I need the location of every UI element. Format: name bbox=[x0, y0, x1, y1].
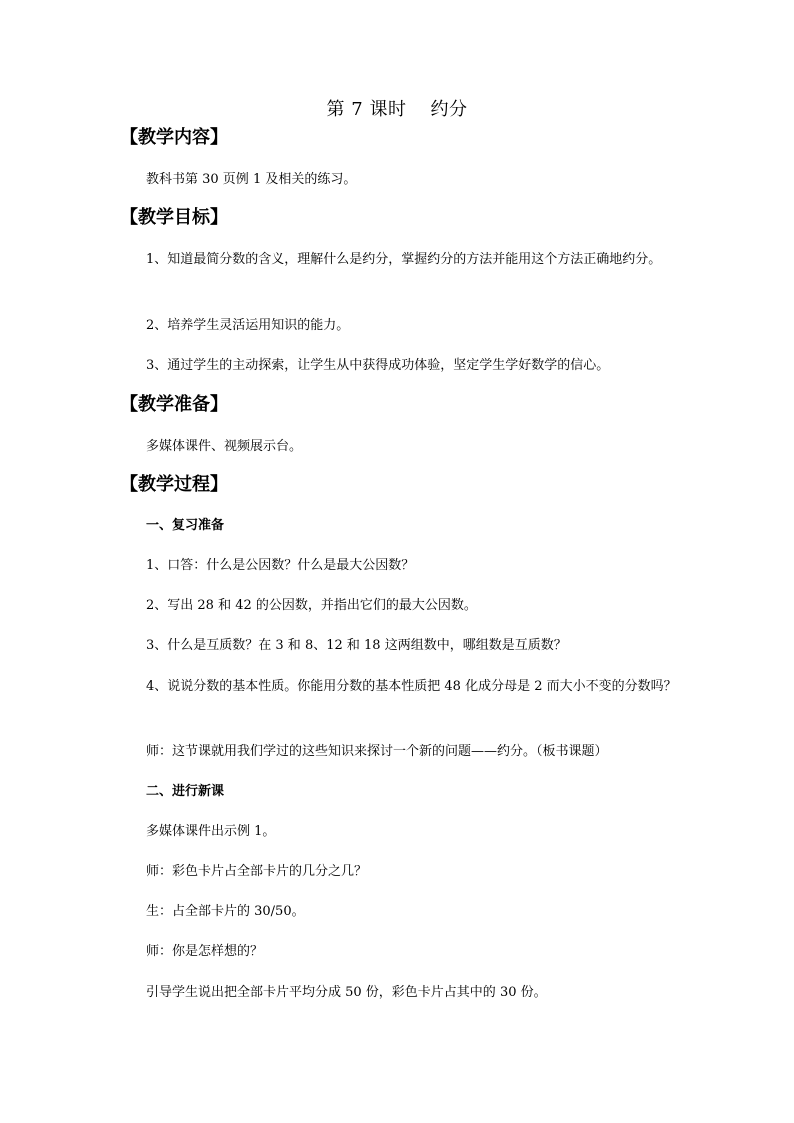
content-text: 教科书第 30 页例 1 及相关的练习。 bbox=[146, 172, 357, 187]
heading-preparation: 【教学准备】 bbox=[120, 394, 228, 415]
review-item-3: 3、什么是互质数？在 3 和 8、12 和 18 这两组数中，哪组数是互质数？ bbox=[146, 638, 567, 653]
objective-item-1: 1、知道最简分数的含义，理解什么是约分，掌握约分的方法并能用这个方法正确地约分。 bbox=[146, 252, 662, 267]
objective-item-3: 3、通过学生的主动探索，让学生从中获得成功体验，坚定学生学好数学的信心。 bbox=[146, 358, 610, 373]
newlesson-item-2: 师：彩色卡片占全部卡片的几分之几？ bbox=[146, 864, 368, 879]
review-item-4: 4、说说分数的基本性质。你能用分数的基本性质把 48 化成分母是 2 而大小不变的分数吗？ bbox=[146, 679, 677, 694]
lesson-number: 第 7 课时 bbox=[326, 99, 407, 120]
part2-title: 二、进行新课 bbox=[146, 784, 225, 799]
page-title bbox=[0, 98, 794, 122]
objective-item-2: 2、培养学生灵活运用知识的能力。 bbox=[146, 318, 350, 333]
review-item-2: 2、写出 28 和 42 的公因数，并指出它们的最大公因数。 bbox=[146, 598, 477, 613]
newlesson-item-5: 引导学生说出把全部卡片平均分成 50 份，彩色卡片占其中的 30 份。 bbox=[146, 985, 547, 1000]
heading-objectives: 【教学目标】 bbox=[120, 207, 228, 228]
review-item-1: 1、口答：什么是公因数？什么是最大公因数？ bbox=[146, 558, 415, 573]
newlesson-item-4: 师：你是怎样想的？ bbox=[146, 944, 264, 959]
part1-title: 一、复习准备 bbox=[146, 518, 225, 533]
preparation-text: 多媒体课件、视频展示台。 bbox=[146, 439, 303, 454]
heading-content: 【教学内容】 bbox=[120, 127, 228, 148]
newlesson-item-1: 多媒体课件出示例 1。 bbox=[146, 824, 276, 839]
lesson-topic: 约分 bbox=[430, 99, 468, 120]
heading-process: 【教学过程】 bbox=[120, 474, 228, 495]
newlesson-item-3: 生：占全部卡片的 30/50。 bbox=[146, 904, 305, 919]
teacher-intro: 师：这节课就用我们学过的这些知识来探讨一个新的问题——约分。（板书课题） bbox=[146, 744, 608, 759]
